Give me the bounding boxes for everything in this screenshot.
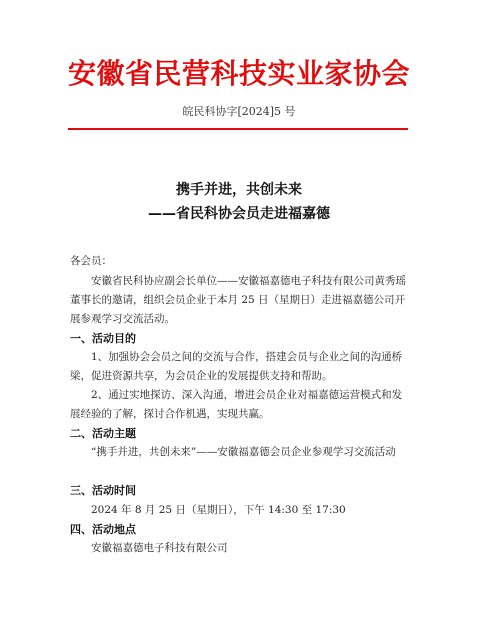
purpose-paragraph-1: 1、加强协会会员之间的交流与合作，搭建会员与企业之间的沟通桥梁，促进资源共享，为会员企业的发展提供支持和帮助。 — [70, 351, 403, 382]
purpose-paragraph-2: 2、通过实地探访、深入沟通，增进会员企业对福嘉德运营模式和发展经验的了解，探讨合作机遇，实现共赢。 — [70, 389, 403, 420]
section-heading-time: 三、活动时间 — [70, 484, 136, 497]
location-paragraph: 安徽福嘉德电子科技有限公司 — [91, 542, 228, 554]
time-paragraph: 2024 年 8 月 25 日（星期日），下午 14:30 至 17:30 — [91, 504, 346, 516]
sub-title: ——省民科协会员走进福嘉德 — [148, 206, 330, 222]
theme-paragraph: “携手并进，共创未来”——安徽福嘉德会员企业参观学习交流活动 — [91, 446, 396, 458]
org-name-heading: 安徽省民营科技实业家协会 — [67, 57, 410, 90]
section-heading-purpose: 一、活动目的 — [70, 332, 136, 345]
red-divider — [68, 128, 408, 130]
section-heading-location: 四、活动地点 — [70, 523, 136, 536]
section-heading-theme: 二、活动主题 — [70, 427, 136, 440]
main-title: 携手并进，共创未来 — [176, 182, 302, 198]
salutation: 各会员： — [70, 255, 112, 267]
document-number: 皖民科协字[2024]5 号 — [182, 105, 296, 118]
intro-paragraph: 安徽省民科协应副会长单位——安徽福嘉德电子科技有限公司黄秀瑶董事长的邀请，组织会员企业于本月 25 日（星期日）走进福嘉德公司开展参观学习交流活动。 — [70, 275, 406, 325]
